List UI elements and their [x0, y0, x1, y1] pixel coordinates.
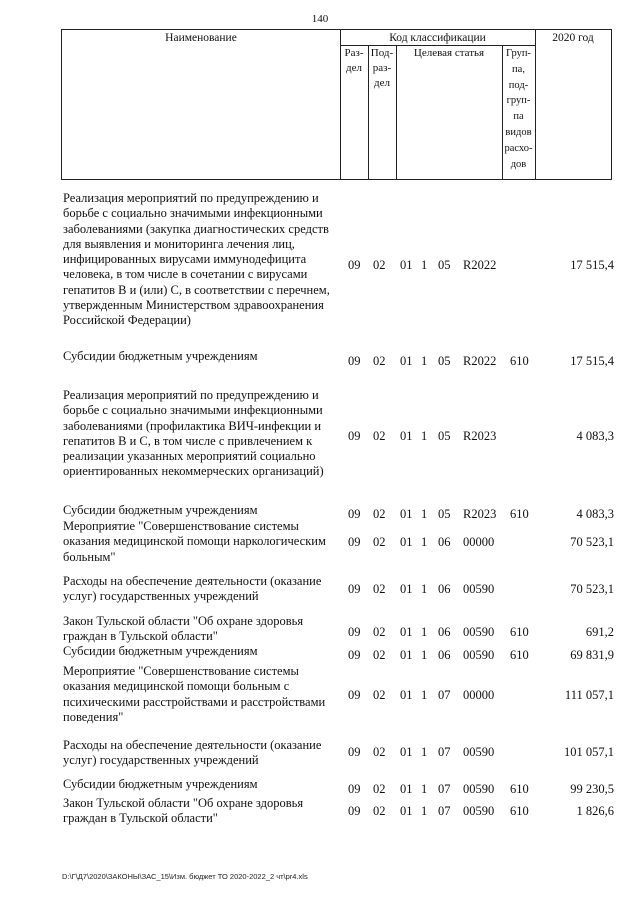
- row-name: Реализация мероприятий по предупреждению и борьбе с социально значимыми инфекционными заболеваниями (профилактика ВИЧ-инфекции и гепатитов В и С, в том числе с привлечением к реализации указанных мероприятий социально ориентированных некоммерческих организаций): [63, 388, 324, 479]
- row-s2: 1: [421, 582, 428, 596]
- row-s4: 00590: [463, 648, 495, 662]
- row-s2: 1: [421, 688, 428, 702]
- row-pod: 02: [373, 625, 386, 639]
- row-sum: 70 523,1: [570, 535, 614, 549]
- row-s3: 07: [438, 688, 451, 702]
- row-s1: 01: [400, 804, 413, 818]
- row-pod: 02: [373, 648, 386, 662]
- row-pod: 02: [373, 507, 386, 521]
- header-group: Груп- па, под- груп- па видов расхо- дов: [504, 48, 533, 170]
- row-sum: 17 515,4: [570, 258, 614, 272]
- header-podrazdel: Под- раз- дел: [370, 47, 394, 89]
- row-s3: 05: [438, 507, 451, 521]
- row-grp: 610: [510, 625, 529, 639]
- row-s4: R2022: [463, 258, 497, 272]
- row-razdel: 09: [348, 582, 361, 596]
- row-name: Мероприятие "Совершенствование системы оказания медицинской помощи больным с психическими расстройствами и расстройствами поведения": [63, 664, 326, 724]
- row-grp: 610: [510, 648, 529, 662]
- row-s3: 06: [438, 582, 451, 596]
- header-year: 2020 год: [552, 32, 594, 44]
- row-s4: 00000: [463, 688, 495, 702]
- row-razdel: 09: [348, 354, 361, 368]
- footer-file-path: D:\Г\Д7\2020\ЗАКОНЫ\ЗАС_15\Изм. бюджет ТО 2020-2022_2 чт\pr4.xls: [62, 872, 308, 881]
- row-sum: 691,2: [585, 625, 614, 639]
- row-name: Закон Тульской области "Об охране здоровья граждан в Тульской области": [63, 796, 304, 826]
- row-grp: 610: [510, 804, 529, 818]
- row-s1: 01: [400, 688, 413, 702]
- row-s1: 01: [400, 354, 413, 368]
- row-s3: 05: [438, 354, 451, 368]
- row-s4: 00000: [463, 535, 495, 549]
- row-razdel: 09: [348, 804, 361, 818]
- row-sum: 69 831,9: [570, 648, 614, 662]
- row-razdel: 09: [348, 429, 361, 443]
- header-code-group: Код классификации: [389, 32, 486, 44]
- row-s3: 06: [438, 625, 451, 639]
- row-s3: 06: [438, 648, 451, 662]
- row-s2: 1: [421, 745, 428, 759]
- header-name: Наименование: [165, 32, 237, 44]
- row-s1: 01: [400, 258, 413, 272]
- row-razdel: 09: [348, 258, 361, 272]
- row-sum: 4 083,3: [576, 429, 614, 443]
- row-s2: 1: [421, 507, 428, 521]
- row-grp: 610: [510, 507, 529, 521]
- header-target: Целевая статья: [413, 47, 485, 59]
- row-sum: 17 515,4: [570, 354, 614, 368]
- row-s4: 00590: [463, 625, 495, 639]
- row-grp: 610: [510, 354, 529, 368]
- row-name: Расходы на обеспечение деятельности (оказание услуг) государственных учреждений: [63, 574, 322, 604]
- row-s4: R2023: [463, 507, 497, 521]
- row-s1: 01: [400, 648, 413, 662]
- row-name: Мероприятие "Совершенствование системы оказания медицинской помощи наркологическим больным": [63, 519, 326, 564]
- row-s1: 01: [400, 535, 413, 549]
- row-s1: 01: [400, 507, 413, 521]
- row-razdel: 09: [348, 648, 361, 662]
- row-s4: R2023: [463, 429, 497, 443]
- row-s2: 1: [421, 625, 428, 639]
- row-razdel: 09: [348, 507, 361, 521]
- row-s1: 01: [400, 745, 413, 759]
- row-s2: 1: [421, 535, 428, 549]
- row-s2: 1: [421, 648, 428, 662]
- row-razdel: 09: [348, 745, 361, 759]
- row-s2: 1: [421, 354, 428, 368]
- row-razdel: 09: [348, 688, 361, 702]
- row-name: Расходы на обеспечение деятельности (оказание услуг) государственных учреждений: [63, 738, 322, 768]
- row-s3: 07: [438, 804, 451, 818]
- row-s3: 07: [438, 745, 451, 759]
- row-pod: 02: [373, 688, 386, 702]
- row-sum: 4 083,3: [576, 507, 614, 521]
- row-s4: 00590: [463, 582, 495, 596]
- row-s4: 00590: [463, 782, 495, 796]
- row-sum: 111 057,1: [564, 688, 614, 702]
- header-razdel: Раз- дел: [344, 47, 364, 74]
- row-s2: 1: [421, 782, 428, 796]
- row-name: Субсидии бюджетным учреждениям: [63, 644, 258, 658]
- row-s3: 07: [438, 782, 451, 796]
- row-name: Закон Тульской области "Об охране здоровья граждан в Тульской области": [63, 614, 304, 644]
- row-s1: 01: [400, 582, 413, 596]
- row-sum: 70 523,1: [570, 582, 614, 596]
- row-sum: 1 826,6: [576, 804, 614, 818]
- row-s4: 00590: [463, 745, 495, 759]
- row-pod: 02: [373, 582, 386, 596]
- row-pod: 02: [373, 804, 386, 818]
- row-s3: 05: [438, 258, 451, 272]
- row-name: Субсидии бюджетным учреждениям: [63, 777, 258, 791]
- row-pod: 02: [373, 535, 386, 549]
- row-s1: 01: [400, 429, 413, 443]
- row-s2: 1: [421, 258, 428, 272]
- row-s2: 1: [421, 429, 428, 443]
- row-pod: 02: [373, 258, 386, 272]
- row-pod: 02: [373, 429, 386, 443]
- row-s3: 05: [438, 429, 451, 443]
- row-razdel: 09: [348, 625, 361, 639]
- row-sum: 99 230,5: [570, 782, 614, 796]
- row-name: Реализация мероприятий по предупреждению и борьбе с социально значимыми инфекционными заболеваниями (закупка диагностических средств для выявления и мониторинга лечения лиц, инфицированных вирусами иммунодефицита человека, в том числе в сочетании с вирусами гепатитов В и (или) С, в соответствии с перечнем, утвержденным Министерством здравоохранения Российской Федерации): [63, 191, 330, 328]
- row-pod: 02: [373, 354, 386, 368]
- row-name: Субсидии бюджетным учреждениям: [63, 503, 258, 517]
- row-pod: 02: [373, 782, 386, 796]
- row-pod: 02: [373, 745, 386, 759]
- row-s2: 1: [421, 804, 428, 818]
- row-grp: 610: [510, 782, 529, 796]
- row-s1: 01: [400, 625, 413, 639]
- row-s4: 00590: [463, 804, 495, 818]
- row-s1: 01: [400, 782, 413, 796]
- row-name: Субсидии бюджетным учреждениям: [63, 349, 258, 363]
- row-razdel: 09: [348, 535, 361, 549]
- row-s3: 06: [438, 535, 451, 549]
- page-number: 140: [311, 13, 329, 25]
- row-razdel: 09: [348, 782, 361, 796]
- row-sum: 101 057,1: [564, 745, 614, 759]
- row-s4: R2022: [463, 354, 497, 368]
